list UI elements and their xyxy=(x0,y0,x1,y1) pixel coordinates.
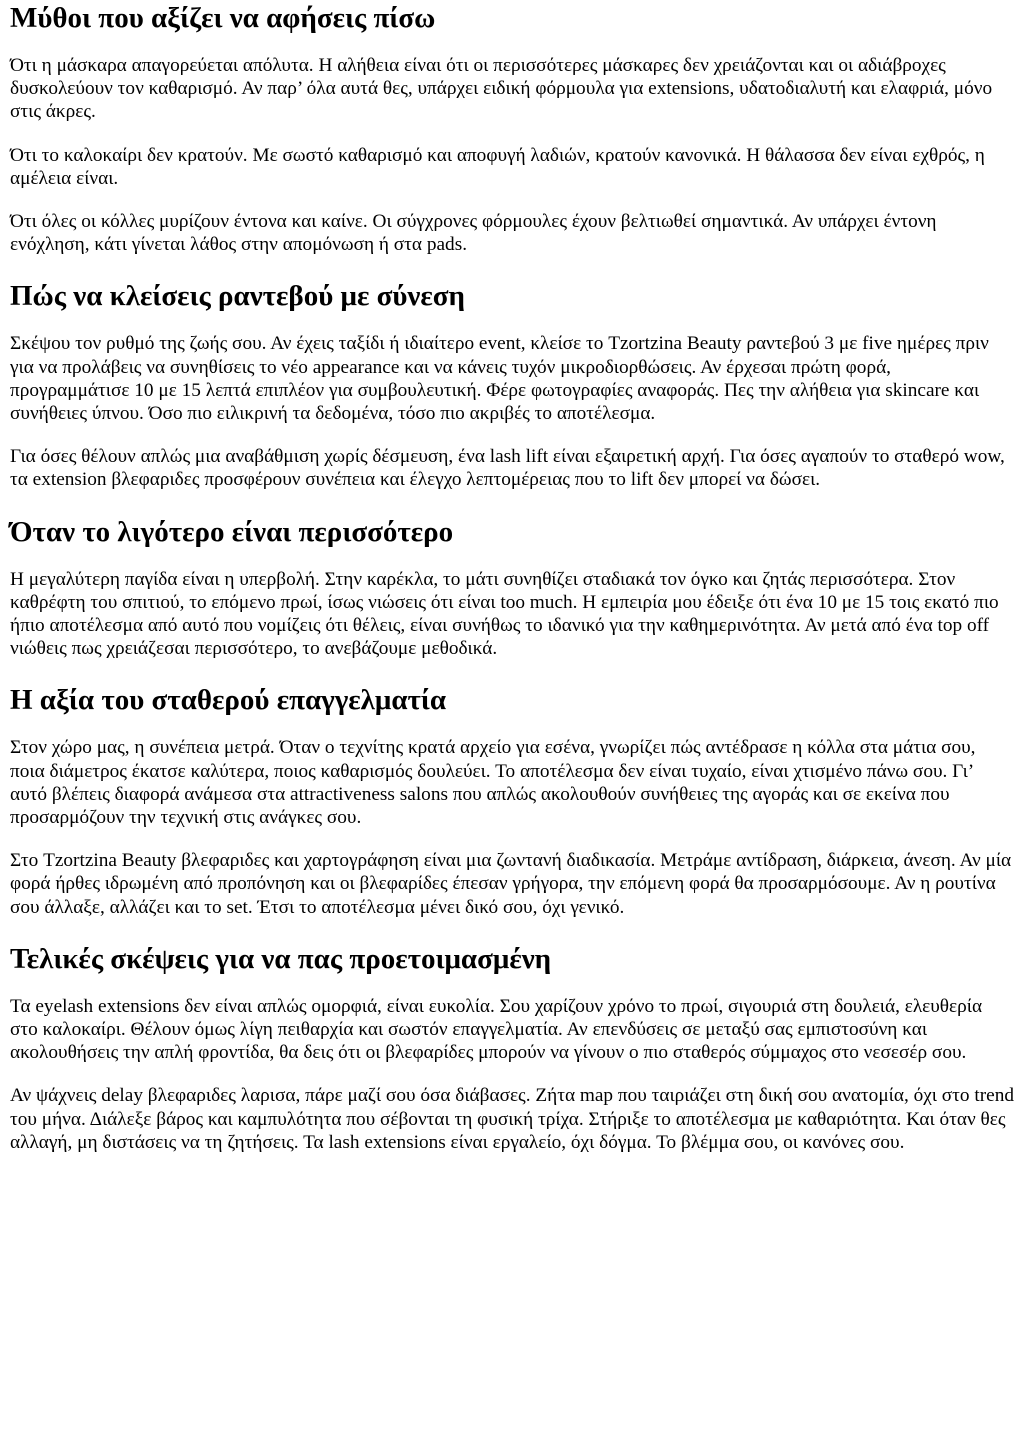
paragraph: Στο Tzortzina Beauty βλεφαριδες και χαρτογράφηση είναι μια ζωντανή διαδικασία. Μετράμε αντίδραση, διάρκεια, άνεση. Αν μία φορά ήρθες ιδρωμένη από προπόνηση και οι βλεφαρίδες έπεσαν γρήγορα, την επόμενη φορά θα προσαρμόσουμε. Αν η ρουτίνα σου άλλαξε, αλλάζει και το set. Έτσι το αποτέλεσμα μένει δικό σου, όχι γενικό. xyxy=(10,850,1012,918)
paragraph: Ότι το καλοκαίρι δεν κρατούν. Με σωστό καθαρισμό και αποφυγή λαδιών, κρατούν κανονικά. Η θάλασσα δεν είναι εχθρός, η αμέλεια είναι. xyxy=(10,144,985,189)
paragraph: Στον χώρο μας, η συνέπεια μετρά. Όταν ο τεχνίτης κρατά αρχείο για εσένα, γνωρίζει πώς αντέδρασε η κόλλα στα μάτια σου, ποια διάμετρος έκατσε καλύτερα, ποιος καθαρισμός δουλεύει. Το αποτέλεσμα δεν είναι τυχαίο, είναι χτισμένο πάνω σου. Γι’ αυτό βλέπεις διαφορά ανάμεσα στα attractiveness salons που απλώς ακολουθούν συνήθειες της αγοράς και σε εκείνα που προσαρμόζουν την τεχνική στις ανάγκες σου. xyxy=(10,737,976,829)
section-myths xyxy=(10,0,1014,256)
section-heading: Όταν το λιγότερο είναι περισσότερο xyxy=(10,515,454,548)
paragraph: Η μεγαλύτερη παγίδα είναι η υπερβολή. Στην καρέκλα, το μάτι συνηθίζει σταδιακά τον όγκο και ζητάς περισσότερα. Στον καθρέφτη του σπιτιού, το επόμενο πρωί, ίσως νιώσεις ότι είναι too much. Η εμπειρία μου έδειξε ότι ένα 10 με 15 τοις εκατό πιο ήπιο αποτέλεσμα από αυτό που νομίζεις ότι θέλεις, είναι συνήθως το ιδανικό για την καθημερινότητα. Αν μετά από ένα top off νιώθεις πως χρειάζεσαι περισσότερο, το ανεβάζουμε μεθοδικά. xyxy=(10,568,999,660)
paragraph: Αν ψάχνεις delay βλεφαριδες λαρισα, πάρε μαζί σου όσα διάβασες. Ζήτα map που ταιριάζει στη δική σου ανατομία, όχι στο trend του μήνα. Διάλεξε βάρος και καμπυλότητα που σέβονται τη φυσική τρίχα. Στήριξε το αποτέλεσμα με καθαριότητα. Και όταν θες αλλαγή, μη διστάσεις να τη ζητήσεις. Τα lash extensions είναι εργαλείο, όχι δόγμα. Το βλέμμα σου, οι κανόνες σου. xyxy=(10,1085,1015,1153)
paragraph: Τα eyelash extensions δεν είναι απλώς ομορφιά, είναι ευκολία. Σου χαρίζουν χρόνο το πρωί, σιγουριά στη δουλειά, ελευθερία στο καλοκαίρι. Θέλουν όμως λίγη πειθαρχία και σωστόν επαγγελματία. Αν επενδύσεις σε μεταξύ σας εμπιστοσύνη και ακολουθήσεις την απλή φροντίδα, θα δεις ότι οι βλεφαρίδες μπορούν να γίνουν ο πιο σταθερός σύμμαχος στο νεσεσέρ σου. xyxy=(10,995,983,1064)
section-heading: Η αξία του σταθερού επαγγελματία xyxy=(10,684,447,717)
section-booking xyxy=(10,278,1014,491)
section-professional xyxy=(10,682,1014,918)
section-less-is-more xyxy=(10,514,1014,661)
section-heading: Πώς να κλείσεις ραντεβού με σύνεση xyxy=(10,280,465,313)
paragraph: Για όσες θέλουν απλώς μια αναβάθμιση χωρίς δέσμευση, ένα lash lift είναι εξαιρετική αρχή. Για όσες αγαπούν το σταθερό wow, τα extension βλεφαριδες προσφέρουν συνέπεια και έλεγχο λεπτομέρειας που το lift δεν μπορεί να δώσει. xyxy=(10,446,1005,491)
section-heading: Μύθοι που αξίζει να αφήσεις πίσω xyxy=(10,2,436,34)
paragraph: Σκέψου τον ρυθμό της ζωής σου. Αν έχεις ταξίδι ή ιδιαίτερο event, κλείσε το Tzortzina Beauty ραντεβού 3 με five ημέρες πριν για να προλάβεις να συνηθίσεις το νέο appearance και να κάνεις τυχόν μικροδιορθώσεις. Αν έρχεσαι πρώτη φορά, προγραμμάτισε 10 με 15 λεπτά επιπλέον για συμβουλευτική. Φέρε φωτογραφίες αναφοράς. Πες την αλήθεια για skincare και συνήθειες ύπνου. Όσο πιο ειλικρινή τα δεδομένα, τόσο πιο ακριβές το αποτέλεσμα. xyxy=(10,333,989,425)
paragraph: Ότι η μάσκαρα απαγορεύεται απόλυτα. Η αλήθεια είναι ότι οι περισσότερες μάσκαρες δεν χρειάζονται και οι αδιάβροχες δυσκολεύουν τον καθαρισμό. Αν παρ’ όλα αυτά θες, υπάρχει ειδική φόρμουλα για extensions, υδατοδιαλυτή και ελαφριά, μόνο στις άκρες. xyxy=(10,55,993,123)
section-heading: Τελικές σκέψεις για να πας προετοιμασμένη xyxy=(10,942,552,975)
section-final-thoughts xyxy=(10,941,1014,1154)
paragraph: Ότι όλες οι κόλλες μυρίζουν έντονα και καίνε. Οι σύγχρονες φόρμουλες έχουν βελτιωθεί σημαντικά. Αν υπάρχει έντονη ενόχληση, κάτι γίνεται λάθος στην απομόνωση ή στα pads. xyxy=(10,211,937,256)
